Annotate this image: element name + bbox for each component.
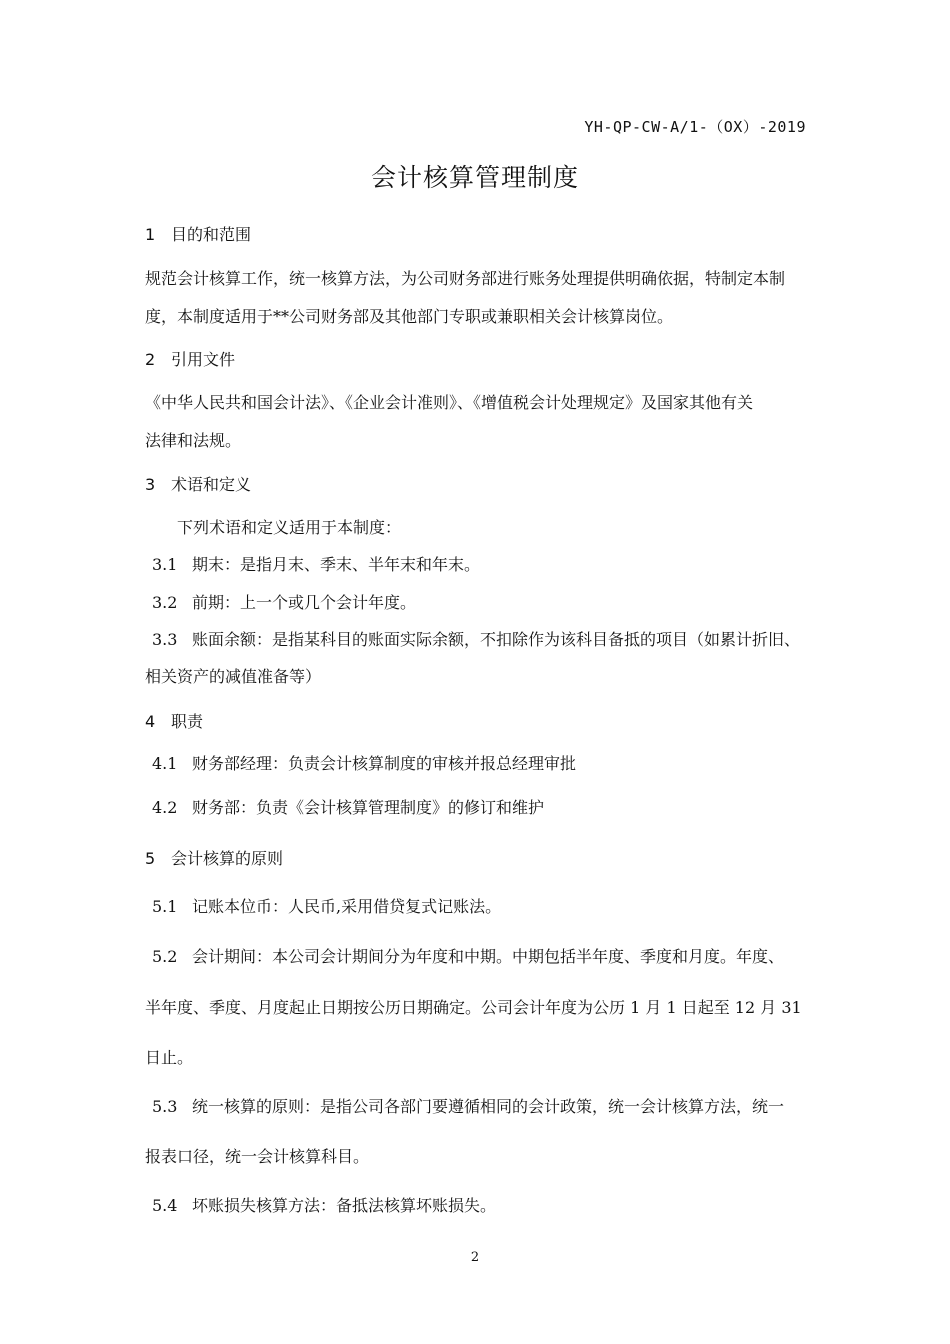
item-text: 账面余额：是指某科目的账面实际余额，不扣除作为该科目备抵的项目（如累计折旧、: [192, 630, 801, 649]
list-item: [152, 590, 807, 613]
section-title: 职责: [171, 712, 204, 731]
item-text: 统一核算的原则：是指公司各部门要遵循相同的会计政策，统一会计核算方法，统一: [192, 1097, 785, 1116]
item-number: 3.2: [152, 593, 178, 612]
page-number: 2: [470, 1250, 480, 1265]
list-item: [152, 1193, 807, 1216]
list-item: [152, 552, 807, 575]
item-number: 3.3: [152, 630, 178, 649]
section-title: 目的和范围: [171, 225, 252, 244]
item-number: 4.1: [152, 754, 178, 773]
document-code: YH-QP-CW-A/1-（OX）-2019: [584, 118, 806, 136]
section-number: 1: [145, 225, 156, 244]
section-heading-1: [145, 222, 251, 245]
section-heading-2: [145, 347, 235, 370]
item-continuation: 报表口径，统一会计核算科目。: [145, 1147, 370, 1166]
section-heading-4: [145, 709, 203, 732]
section-heading-3: [145, 472, 251, 495]
section-number: 4: [145, 712, 156, 731]
section-heading-5: [145, 846, 283, 869]
page-title: 会计核算管理制度: [370, 163, 579, 192]
list-item: [152, 894, 807, 917]
item-text: 财务部经理：负责会计核算制度的审核并报总经理审批: [192, 754, 577, 773]
section-number: 5: [145, 849, 156, 868]
item-text: 财务部：负责《会计核算管理制度》的修订和维护: [192, 798, 545, 817]
item-text: 坏账损失核算方法：备抵法核算坏账损失。: [192, 1196, 497, 1215]
list-item: [152, 944, 807, 967]
item-text: 记账本位币：人民币,采用借贷复式记账法。: [192, 897, 502, 916]
item-text: 会计期间：本公司会计期间分为年度和中期。中期包括半年度、季度和月度。年度、: [192, 947, 785, 966]
list-item: [152, 751, 807, 774]
paragraph-line: 《中华人民共和国会计法》、《企业会计准则》、《增值税会计处理规定》及国家其他有关: [145, 393, 754, 412]
paragraph-line: 法律和法规。: [145, 431, 242, 450]
item-number: 5.3: [152, 1097, 178, 1116]
list-item: [152, 627, 807, 650]
item-continuation: 半年度、季度、月度起止日期按公历日期确定。公司会计年度为公历 1 月 1 日起至 12 月 31: [145, 998, 802, 1017]
paragraph-line: 度，本制度适用于**公司财务部及其他部门专职或兼职相关会计核算岗位。: [145, 307, 674, 326]
section-title: 引用文件: [171, 350, 236, 369]
list-item: [152, 1094, 807, 1117]
section-number: 3: [145, 475, 156, 494]
item-text: 前期：上一个或几个会计年度。: [192, 593, 417, 612]
section-title: 会计核算的原则: [171, 849, 284, 868]
section-title: 术语和定义: [171, 475, 252, 494]
paragraph-intro: 下列术语和定义适用于本制度：: [177, 518, 402, 537]
item-continuation: 相关资产的减值准备等）: [145, 667, 322, 686]
item-text: 期末：是指月末、季末、半年末和年末。: [192, 555, 481, 574]
item-number: 4.2: [152, 798, 178, 817]
item-continuation: 日止。: [145, 1048, 194, 1067]
section-number: 2: [145, 350, 156, 369]
item-number: 5.2: [152, 947, 178, 966]
paragraph-line: 规范会计核算工作，统一核算方法，为公司财务部进行账务处理提供明确依据，特制定本制: [145, 269, 786, 288]
list-item: [152, 795, 807, 818]
item-number: 5.1: [152, 897, 178, 916]
item-number: 5.4: [152, 1196, 178, 1215]
item-number: 3.1: [152, 555, 178, 574]
